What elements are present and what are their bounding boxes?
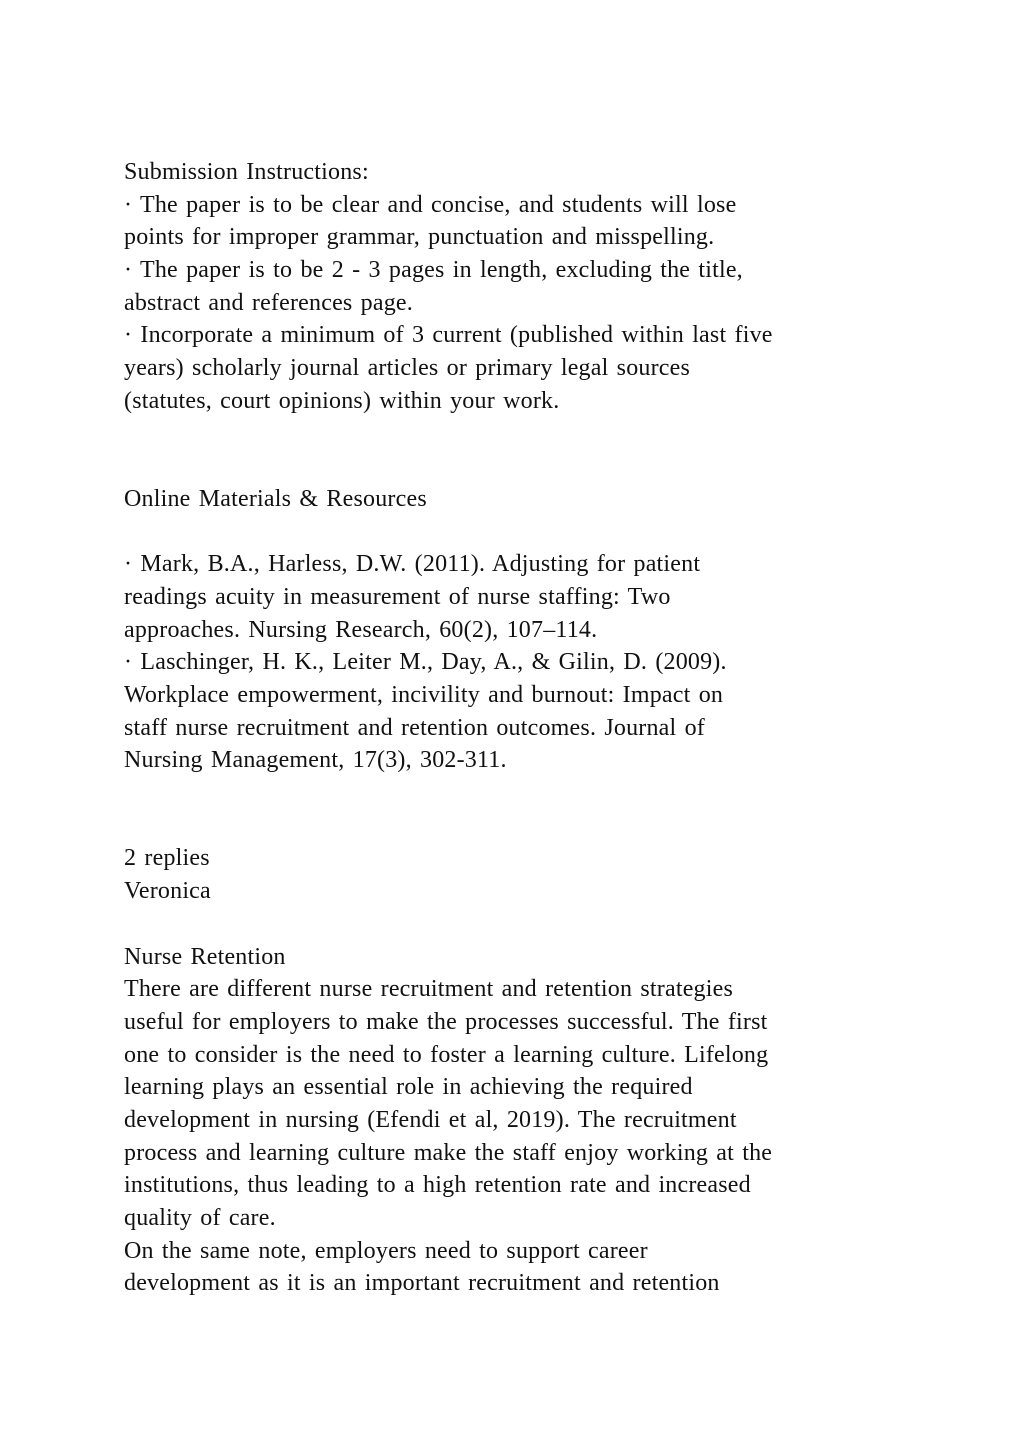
submission-line: · Incorporate a minimum of 3 current (published within last five bbox=[124, 322, 773, 349]
submission-line: points for improper grammar, punctuation and misspelling. bbox=[124, 224, 715, 251]
submission-line: years) scholarly journal articles or primary legal sources bbox=[124, 355, 691, 382]
spacer bbox=[124, 908, 914, 941]
reference-line: Workplace empowerment, incivility and burnout: Impact on bbox=[124, 682, 724, 708]
submission-line: abstract and references page. bbox=[124, 289, 413, 316]
reply-count: 2 replies bbox=[124, 845, 210, 872]
post-line: quality of care. bbox=[124, 1205, 276, 1231]
reference-line: staff nurse recruitment and retention outcomes. Journal of bbox=[124, 714, 705, 741]
submission-line: · The paper is to be 2 - 3 pages in length, excluding the title, bbox=[124, 257, 743, 284]
spacer bbox=[124, 777, 914, 810]
post-line: institutions, thus leading to a high retention rate and increased bbox=[124, 1172, 751, 1199]
spacer bbox=[124, 516, 914, 549]
document-body bbox=[124, 156, 914, 1300]
post-line: one to consider is the need to foster a learning culture. Lifelong bbox=[124, 1041, 769, 1068]
reference-line: · Laschinger, H. K., Leiter M., Day, A., & Gilin, D. (2009). bbox=[124, 649, 727, 676]
spacer bbox=[124, 450, 914, 483]
post-line: There are different nurse recruitment and retention strategies bbox=[124, 976, 734, 1003]
post-author: Veronica bbox=[124, 878, 211, 905]
post-line: learning plays an essential role in achieving the required bbox=[124, 1074, 693, 1101]
post-title: Nurse Retention bbox=[124, 943, 286, 970]
post-line: development as it is an important recruitment and retention bbox=[124, 1270, 720, 1297]
post-line: On the same note, employers need to support career bbox=[124, 1237, 648, 1264]
submission-line: (statutes, court opinions) within your work. bbox=[124, 387, 560, 414]
submission-line: · The paper is to be clear and concise, and students will lose bbox=[124, 191, 737, 218]
reference-line: · Mark, B.A., Harless, D.W. (2011). Adjusting for patient bbox=[124, 551, 701, 578]
submission-heading: Submission Instructions: bbox=[124, 159, 369, 185]
reference-line: Nursing Management, 17(3), 302-311. bbox=[124, 747, 507, 774]
post-line: development in nursing (Efendi et al, 2019). The recruitment bbox=[124, 1106, 737, 1133]
resources-heading: Online Materials & Resources bbox=[124, 485, 427, 512]
reference-line: readings acuity in measurement of nurse staffing: Two bbox=[124, 583, 671, 610]
post-line: useful for employers to make the processes successful. The first bbox=[124, 1008, 768, 1035]
post-line: process and learning culture make the staff enjoy working at the bbox=[124, 1139, 773, 1166]
spacer bbox=[124, 418, 914, 451]
reference-line: approaches. Nursing Research, 60(2), 107–114. bbox=[124, 616, 598, 643]
spacer bbox=[124, 810, 914, 843]
